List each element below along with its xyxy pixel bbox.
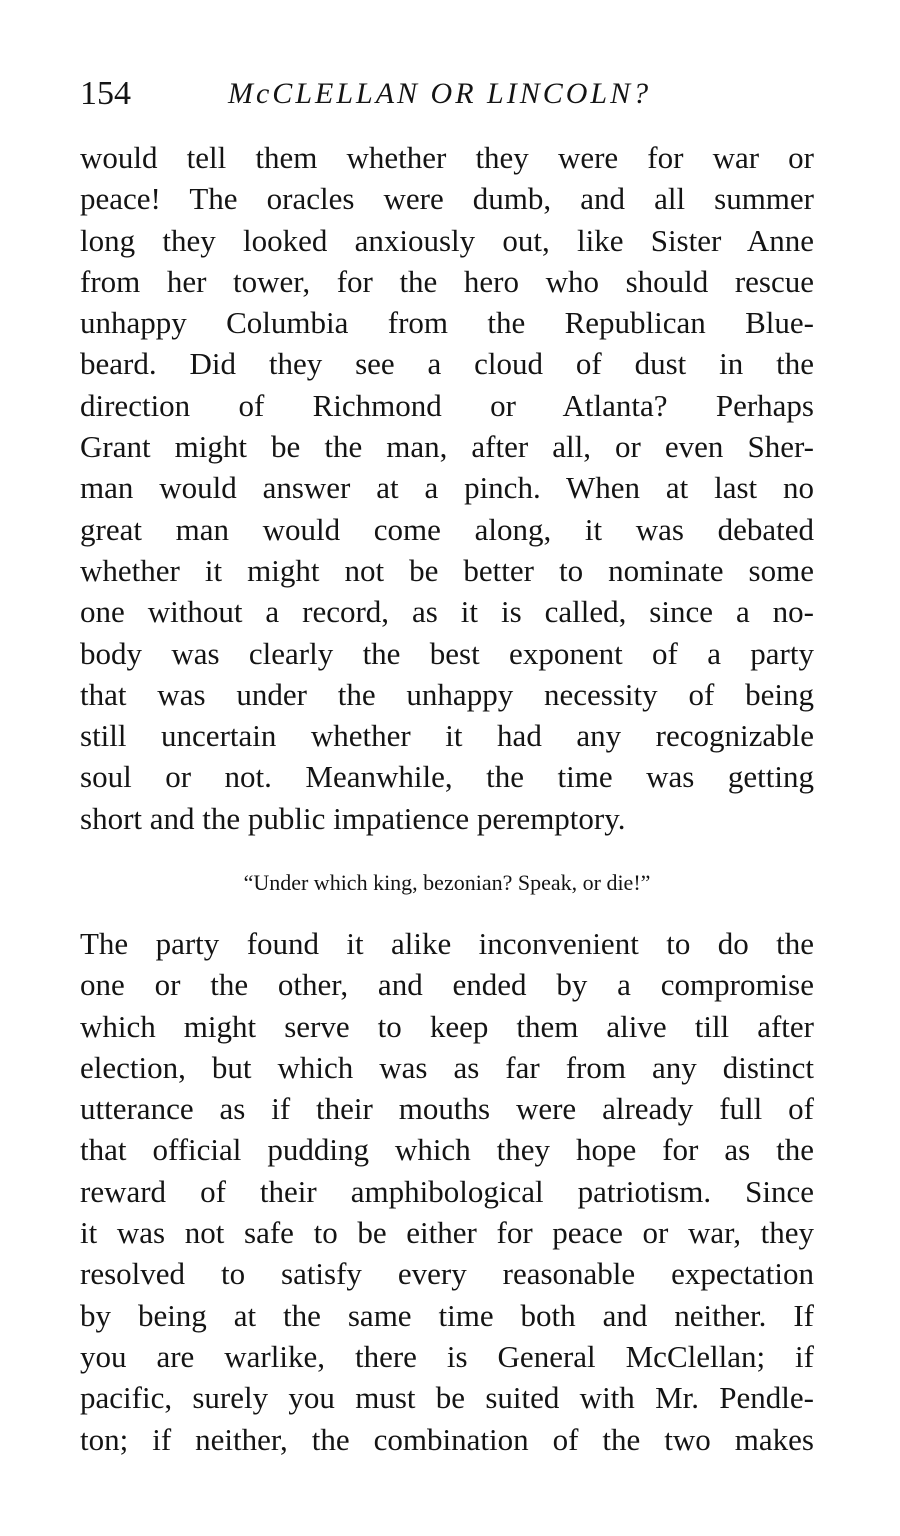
text-line: reward of their amphibological patriotism. Since [80, 1173, 814, 1209]
text-line: from her tower, for the hero who should rescue [80, 263, 814, 299]
text-line: would tell them whether they were for war or [80, 140, 814, 175]
paragraph-2 [80, 923, 814, 1460]
text-line: beard. Did they see a cloud of dust in the [80, 346, 814, 382]
text-line: resolved to satisfy every reasonable expectation [80, 1256, 814, 1292]
page-number: 154 [80, 75, 131, 112]
text-line: election, but which was as far from any distinct [80, 1049, 814, 1085]
text-line: that official pudding which they hope for as the [80, 1132, 814, 1168]
text-line: that was under the unhappy necessity of being [80, 676, 814, 712]
block-quote: “Under which king, bezonian? Speak, or die!” [243, 870, 651, 895]
text-line: you are warlike, there is General McClellan; if [80, 1338, 814, 1374]
page-header [80, 72, 820, 116]
text-line: Grant might be the man, after all, or even Sher- [80, 429, 814, 465]
text-line: still uncertain whether it had any recognizable [80, 718, 814, 754]
text-line: long they looked anxiously out, like Sister Anne [80, 222, 814, 258]
text-line: ton; if neither, the combination of the two makes [80, 1421, 814, 1457]
text-line: direction of Richmond or Atlanta? Perhaps [80, 387, 814, 423]
paragraph-1 [80, 137, 814, 839]
text-line: by being at the same time both and neither. If [80, 1297, 814, 1333]
text-line: pacific, surely you must be suited with Mr. Pendle- [80, 1380, 814, 1416]
text-line: peace! The oracles were dumb, and all summer [80, 181, 814, 217]
text-line: utterance as if their mouths were already full of [80, 1091, 814, 1127]
text-line: body was clearly the best exponent of a party [80, 635, 814, 671]
running-head: McCLELLAN OR LINCOLN? [228, 77, 652, 110]
text-line: unhappy Columbia from the Republican Blue- [80, 305, 814, 341]
text-line: which might serve to keep them alive till after [80, 1008, 814, 1044]
text-line: whether it might not be better to nominate some [80, 552, 814, 588]
text-line: it was not safe to be either for peace or war, they [80, 1215, 814, 1251]
text-line: great man would come along, it was debated [80, 511, 814, 547]
text-line: The party found it alike inconvenient to do the [80, 926, 814, 961]
text-line: soul or not. Meanwhile, the time was getting [80, 759, 814, 795]
text-line: man would answer at a pinch. When at last no [80, 470, 814, 506]
text-line: one or the other, and ended by a compromise [80, 967, 814, 1003]
text-line: short and the public impatience peremptory. [80, 800, 626, 836]
text-line: one without a record, as it is called, since a no- [80, 594, 814, 630]
